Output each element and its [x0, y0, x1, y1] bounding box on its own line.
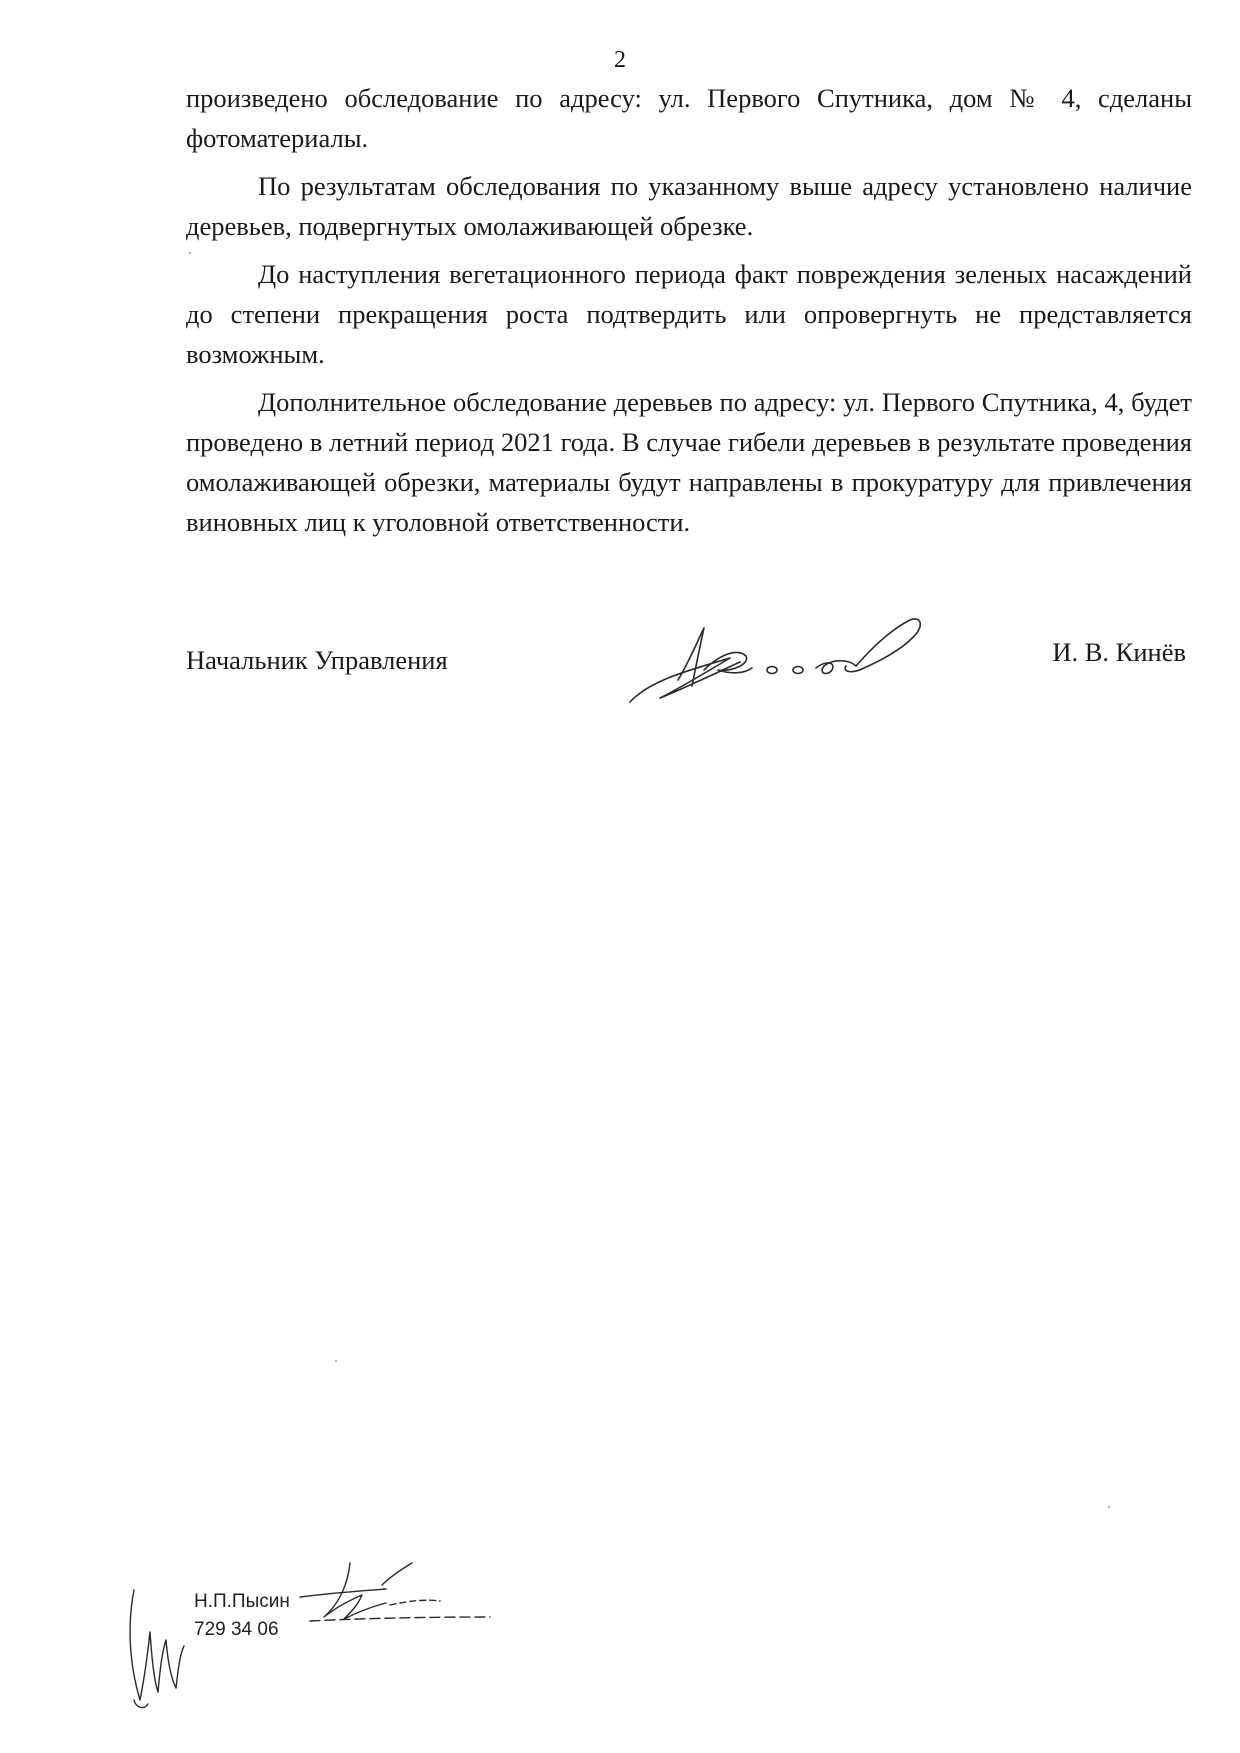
paragraph-2: По результатам обследования по указанному выше адресу установлено наличие деревьев, подвергнутых омолаживающей обрезке.: [186, 171, 1192, 241]
executor-phone: 729 34 06: [194, 1619, 279, 1640]
scan-speck: [189, 252, 191, 254]
scan-speck: [1108, 1506, 1110, 1508]
executor-signature: [290, 1555, 500, 1645]
paragraph-1: произведено обследование по адресу: ул. Первого Спутника, дом № 4, сделаны фотоматериалы.: [186, 83, 1192, 153]
paragraph-4: Дополнительное обследование деревьев по адресу: ул. Первого Спутника, 4, будет проведено в летний период 2021 года. В случае гибели деревьев в результате проведения омолаживающей обрезки, материалы будут направлены в прокуратуру для привлечения виновных лиц к уголовной ответственности.: [186, 387, 1192, 537]
paragraph-3: До наступления вегетационного периода факт повреждения зеленых насаждений до степени прекращения роста подтвердить или опровергнуть не представляется возможным.: [186, 259, 1192, 369]
page-number: 2: [614, 47, 626, 73]
executor-info: [194, 1588, 290, 1644]
executor-name: Н.П.Пысин: [194, 1591, 290, 1612]
signatory-position: Начальник Управления: [186, 645, 448, 675]
letter-body: [186, 78, 1192, 550]
handwritten-signature: [620, 610, 980, 720]
signatory-name: И. В. Кинёв: [1052, 637, 1186, 667]
approval-signature: [120, 1580, 200, 1720]
scan-speck: [335, 1360, 337, 1362]
